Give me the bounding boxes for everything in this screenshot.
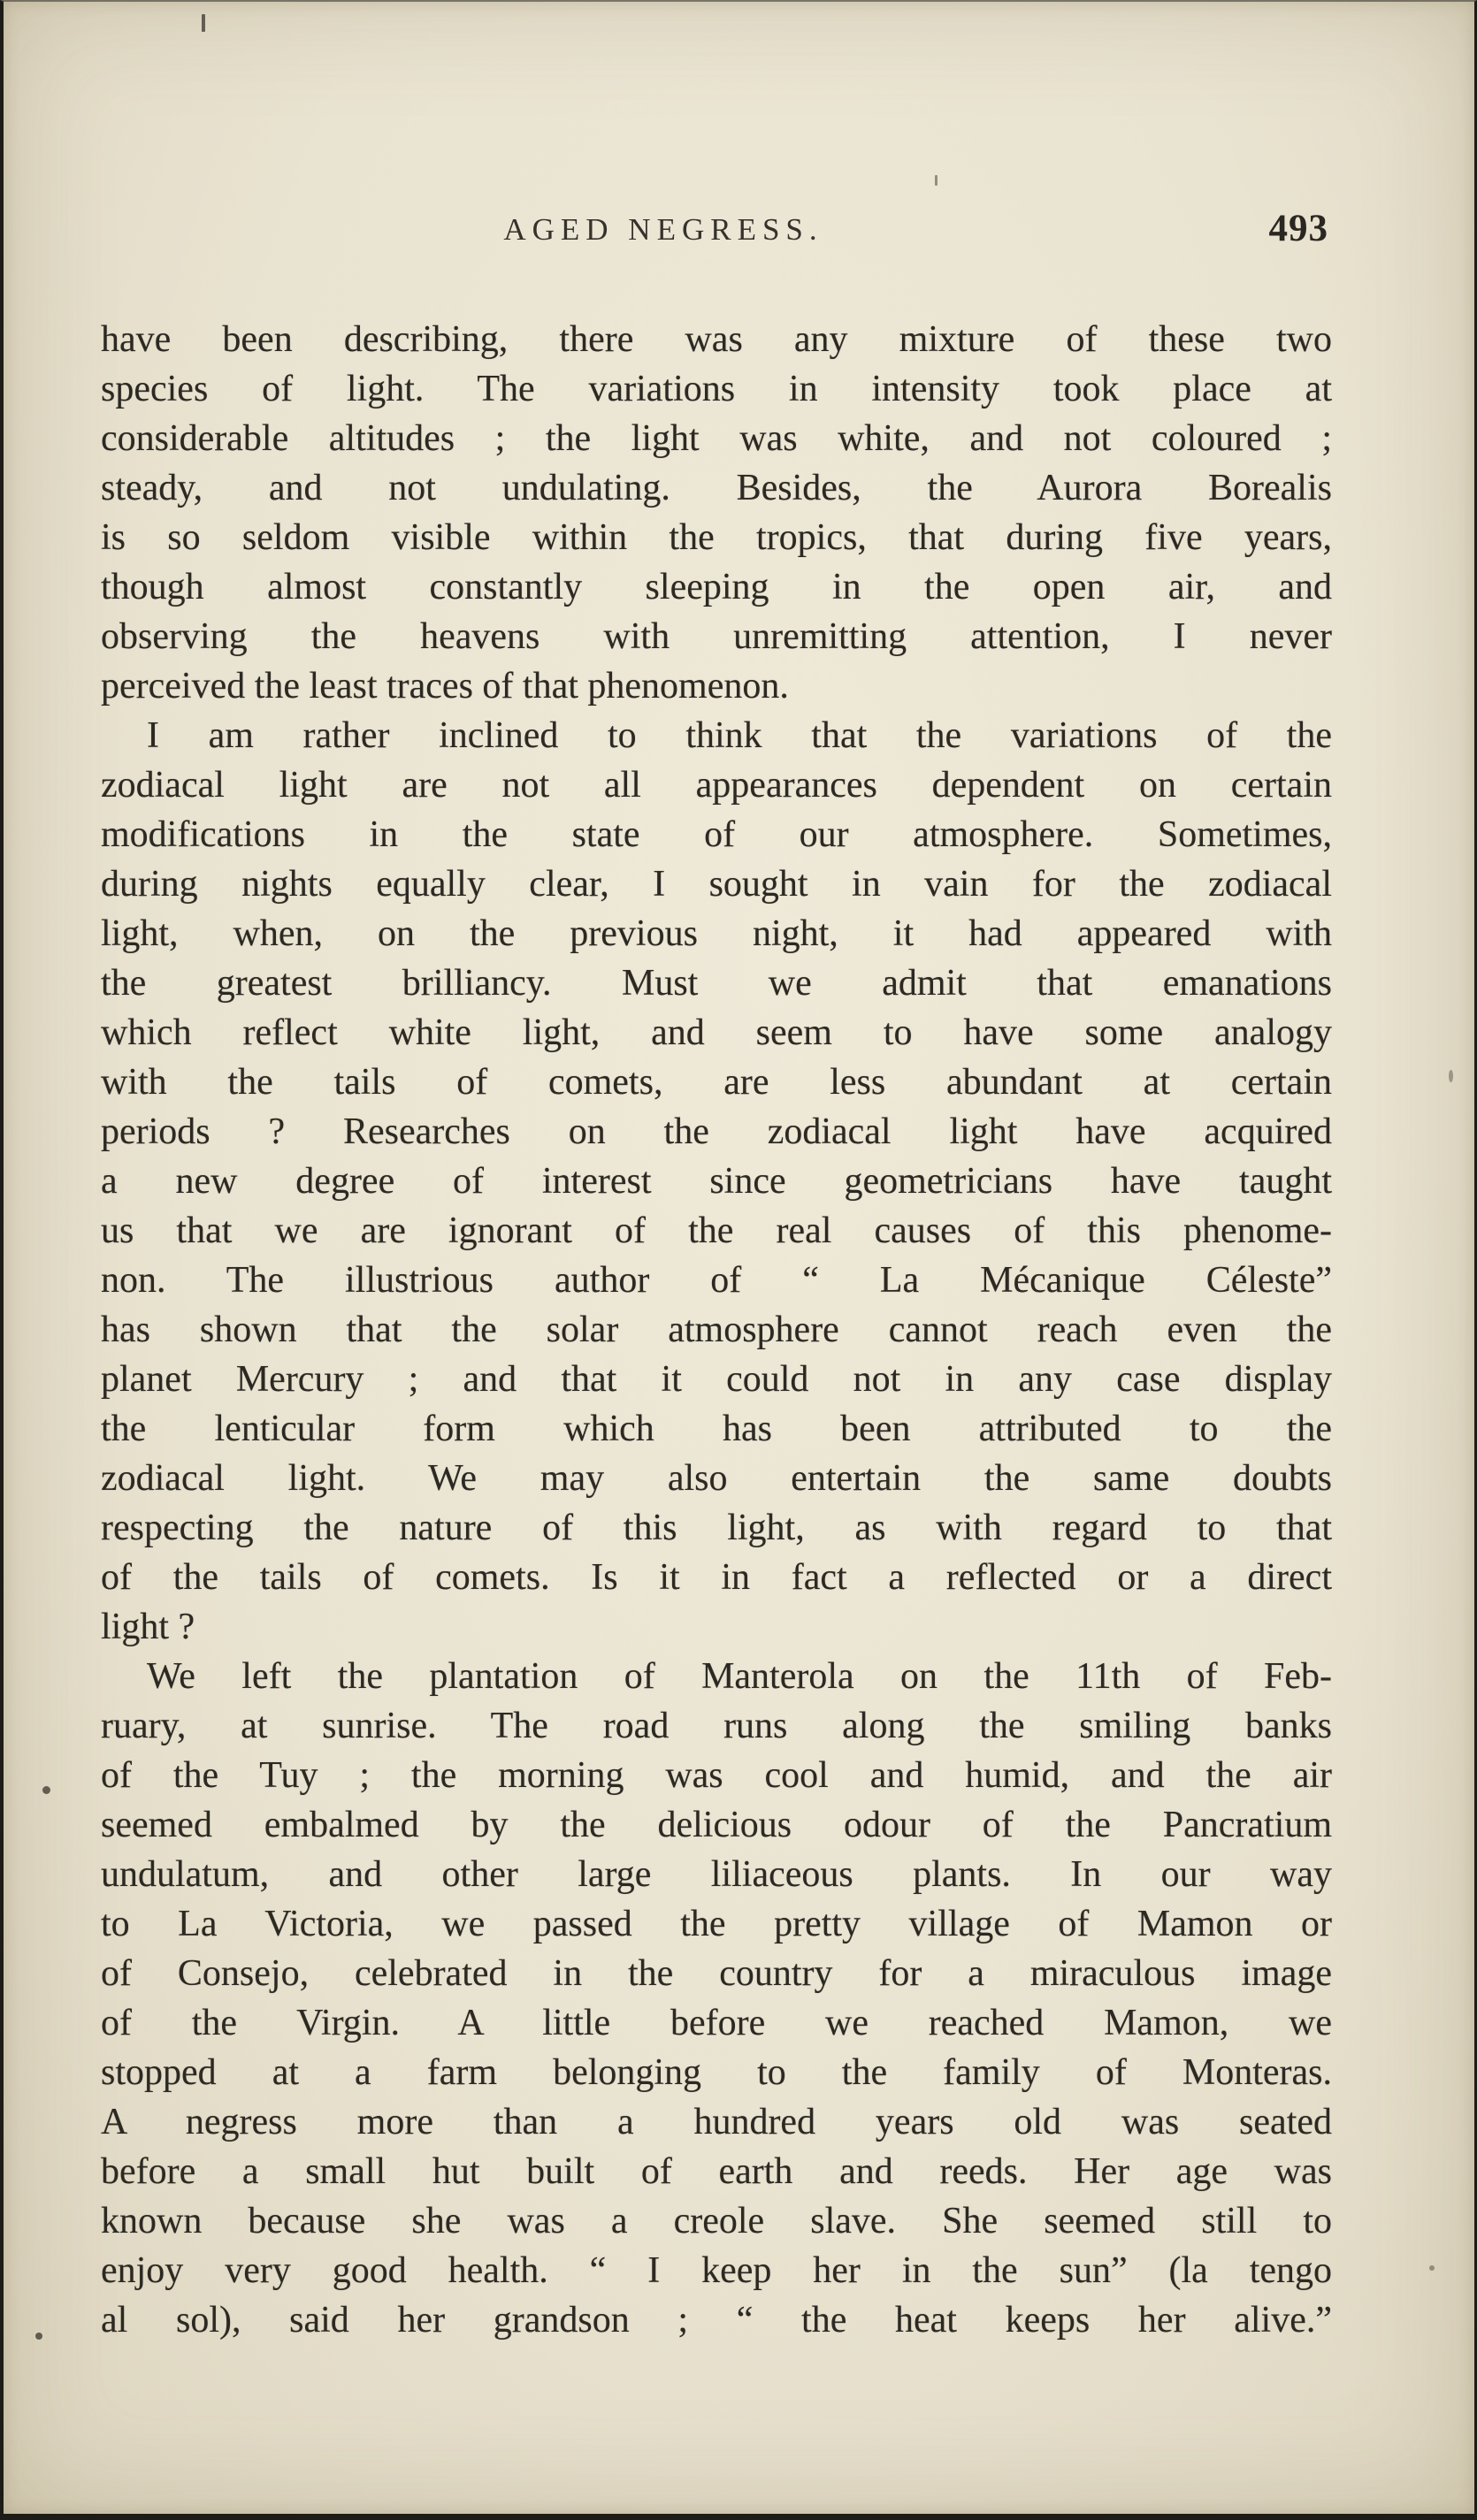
text-line: known because she was a creole slave. She seemed still to <box>101 2201 1332 2241</box>
text-line: non. The illustrious author of “ La Mécanique Céleste” <box>101 1260 1332 1301</box>
text-line: has shown that the solar atmosphere cannot reach even the <box>101 1310 1332 1350</box>
text-line: enjoy very good health. “ I keep her in the sun” (la tengo <box>101 2250 1332 2291</box>
text-line: periods ? Researches on the zodiacal light have acquired <box>101 1111 1332 1152</box>
page-number: 493 <box>1268 208 1328 249</box>
text-line: light ? <box>101 1607 195 1647</box>
text-line: which reflect white light, and seem to have some analogy <box>101 1012 1332 1053</box>
text-line: light, when, on the previous night, it had appeared with <box>101 913 1332 954</box>
running-head <box>101 208 1332 263</box>
text-line: zodiacal light. We may also entertain the same doubts <box>101 1458 1332 1499</box>
text-line: modifications in the state of our atmosphere. Sometimes, <box>101 814 1332 855</box>
text-line: have been describing, there was any mixture of these two <box>101 319 1332 360</box>
ink-speck <box>42 1786 50 1794</box>
ink-speck <box>35 2333 42 2340</box>
ink-speck <box>1449 1070 1453 1082</box>
text-line: of the Virgin. A little before we reached Mamon, we <box>101 2003 1332 2043</box>
text-line: undulatum, and other large liliaceous plants. In our way <box>101 1854 1332 1895</box>
text-line: al sol), said her grandson ; “ the heat keeps her alive.” <box>101 2300 1332 2341</box>
text-line: of Consejo, celebrated in the country for a miraculous image <box>101 1953 1332 1994</box>
text-line: planet Mercury ; and that it could not in any case display <box>101 1359 1332 1400</box>
text-line: stopped at a farm belonging to the family of Monteras. <box>101 2052 1332 2093</box>
text-line: of the Tuy ; the morning was cool and humid, and the air <box>101 1755 1332 1796</box>
text-line: zodiacal light are not all appearances dependent on certain <box>101 765 1332 806</box>
text-line: ruary, at sunrise. The road runs along the smiling banks <box>101 1706 1332 1746</box>
page-body <box>101 315 1332 2345</box>
text-line: perceived the least traces of that phenomenon. <box>101 666 789 706</box>
text-line: I am rather inclined to think that the variations of the <box>147 715 1332 756</box>
text-line: We left the plantation of Manterola on the 11th of Feb- <box>147 1656 1332 1697</box>
text-line: species of light. The variations in intensity took place at <box>101 369 1332 409</box>
ink-speck <box>202 14 205 32</box>
text-line: during nights equally clear, I sought in vain for the zodiacal <box>101 864 1332 905</box>
text-line: the greatest brilliancy. Must we admit that emanations <box>101 963 1332 1004</box>
text-line: with the tails of comets, are less abundant at certain <box>101 1062 1332 1103</box>
text-line: a new degree of interest since geometricians have taught <box>101 1161 1332 1202</box>
ink-speck <box>935 175 937 186</box>
ink-speck <box>1429 2265 1435 2271</box>
text-line: before a small hut built of earth and reeds. Her age was <box>101 2151 1332 2192</box>
text-line: the lenticular form which has been attributed to the <box>101 1409 1332 1449</box>
text-line: to La Victoria, we passed the pretty village of Mamon or <box>101 1904 1332 1944</box>
text-line: though almost constantly sleeping in the open air, and <box>101 567 1332 607</box>
text-line: of the tails of comets. Is it in fact a reflected or a direct <box>101 1557 1332 1598</box>
text-line: is so seldom visible within the tropics, that during five years, <box>101 517 1332 558</box>
text-line: A negress more than a hundred years old was seated <box>101 2102 1332 2142</box>
text-line: seemed embalmed by the delicious odour of the Pancratium <box>101 1805 1332 1845</box>
running-head-title: AGED NEGRESS. <box>503 212 823 247</box>
type-area <box>101 208 1332 2345</box>
text-line: us that we are ignorant of the real causes of this phenome- <box>101 1210 1332 1251</box>
text-line: steady, and not undulating. Besides, the Aurora Borealis <box>101 468 1332 508</box>
text-line: observing the heavens with unremitting attention, I never <box>101 616 1332 657</box>
text-line: considerable altitudes ; the light was white, and not coloured ; <box>101 418 1332 459</box>
text-line: respecting the nature of this light, as with regard to that <box>101 1508 1332 1548</box>
